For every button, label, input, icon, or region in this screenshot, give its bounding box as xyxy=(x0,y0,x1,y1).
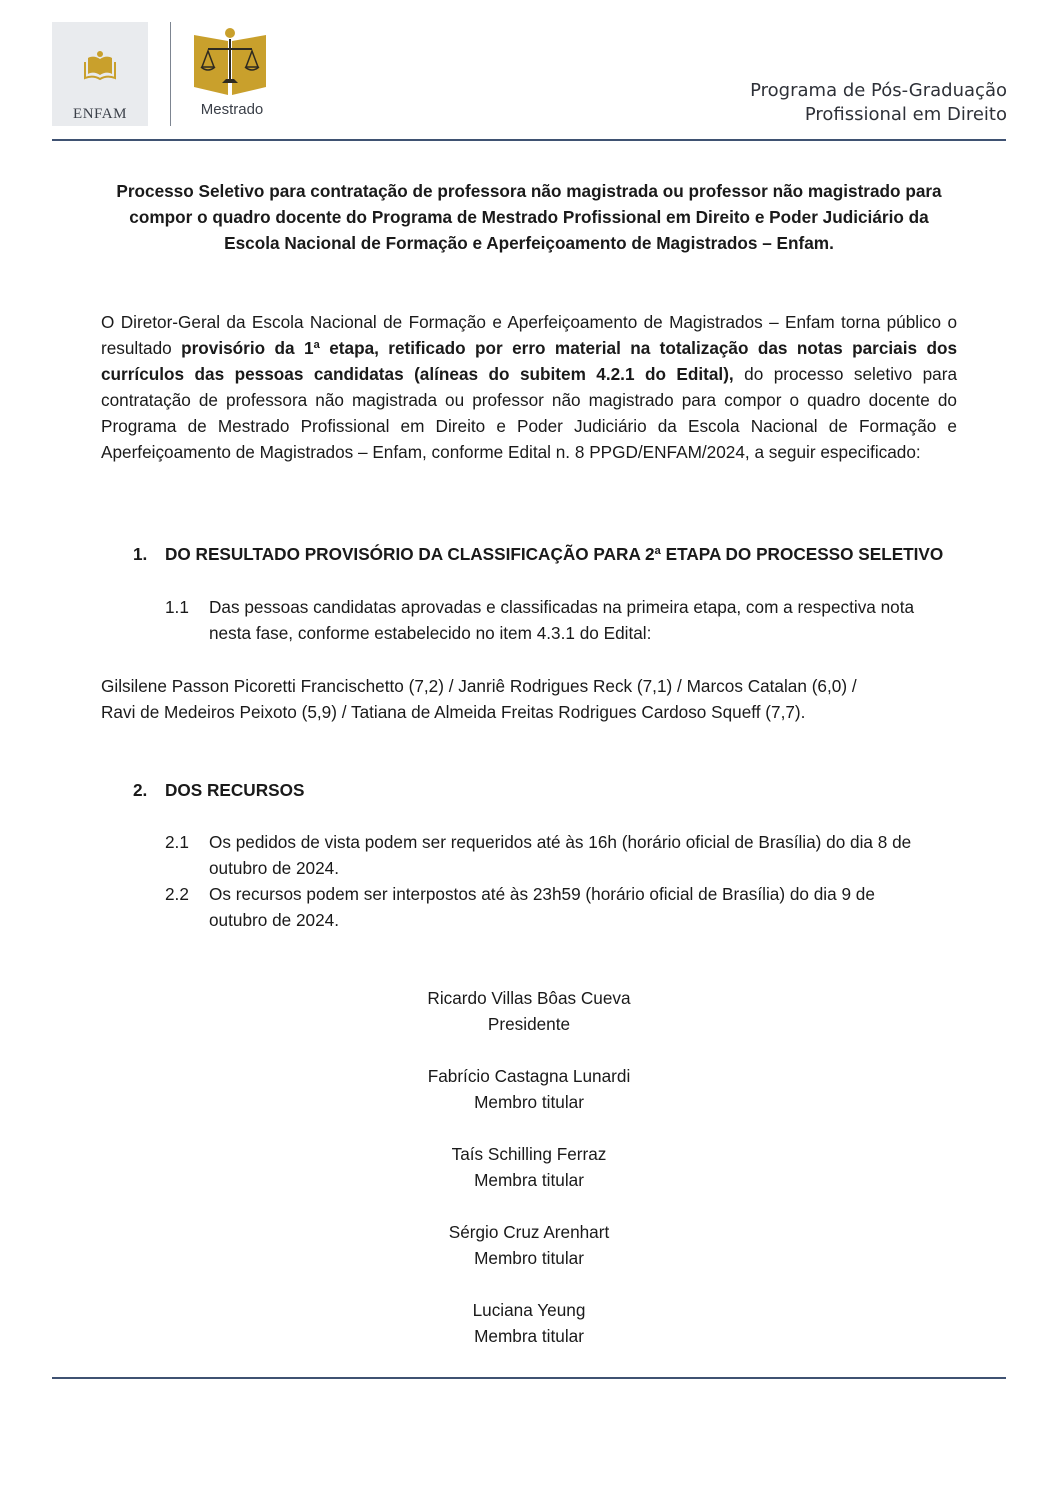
signature-member-1 xyxy=(329,1063,729,1115)
item-1-1 xyxy=(165,594,957,646)
signature-name: Taís Schilling Ferraz xyxy=(451,1144,607,1164)
item-2-1-text: Os pedidos de vista podem ser requeridos até às 16h (horário oficial de Brasília) do dia 8 de outubro de 2024. xyxy=(209,832,912,878)
candidate-list-line2: Ravi de Medeiros Peixoto (5,9) / Tatiana de Almeida Freitas Rodrigues Cardoso Squeff (7,7). xyxy=(101,702,806,722)
signature-president xyxy=(329,985,729,1037)
item-1-1-number: 1.1 xyxy=(165,597,189,617)
section-2-title: DOS RECURSOS xyxy=(165,780,305,800)
section-2-heading xyxy=(133,777,304,803)
signature-member-3 xyxy=(329,1219,729,1271)
footer-rule xyxy=(52,1377,1006,1379)
signature-name: Sérgio Cruz Arenhart xyxy=(448,1222,610,1242)
section-1-heading xyxy=(133,541,943,567)
signature-role: Membro titular xyxy=(474,1248,584,1268)
intro-text-end: do processo seletivo para contratação de professora não magistrada ou professor não magistrado para compor o quadro docente do Programa de Mestrado Profissional em Direito e Poder Judiciário da Escola Nacional de Formação e Aperfeiçoamento de Magistrados – Enfam, conforme Edital n. 8 PPGD/ENFAM/2024, a seguir especificado: xyxy=(101,364,958,462)
section-2-number: 2. xyxy=(133,780,148,800)
signature-block xyxy=(329,985,729,1375)
intro-paragraph xyxy=(101,309,957,465)
enfam-logo xyxy=(52,22,148,126)
candidate-list xyxy=(101,673,971,725)
section-1-number: 1. xyxy=(133,544,148,564)
signature-role: Membra titular xyxy=(474,1326,584,1346)
signature-role: Membra titular xyxy=(474,1170,584,1190)
header-rule xyxy=(52,139,1006,141)
open-book-icon xyxy=(82,50,118,82)
scales-book-icon xyxy=(192,25,268,97)
logo-divider xyxy=(170,22,171,126)
mestrado-label: Mestrado xyxy=(200,101,264,118)
signature-name: Fabrício Castagna Lunardi xyxy=(427,1066,631,1086)
signature-member-4 xyxy=(329,1297,729,1349)
item-2-1 xyxy=(165,829,937,881)
program-title-line2: Profissional em Direito xyxy=(804,104,1007,125)
item-2-2 xyxy=(165,881,937,933)
signature-member-2 xyxy=(329,1141,729,1193)
signature-role: Membro titular xyxy=(474,1092,584,1112)
intro-bold-text: provisório da 1ª etapa, retificado por erro material na totalização das notas parciais dos currículos das pessoas candidatas (alíneas do subitem 4.2.1 do Edital), xyxy=(101,338,957,384)
intro-text-start: O Diretor-Geral da Escola Nacional de Formação e Aperfeiçoamento de Magistrados – Enfam torna público o resultado xyxy=(101,312,957,358)
item-2-2-number: 2.2 xyxy=(165,884,189,904)
item-2-1-number: 2.1 xyxy=(165,832,189,852)
signature-name: Ricardo Villas Bôas Cueva xyxy=(427,988,631,1008)
candidate-list-line1: Gilsilene Passon Picoretti Francischetto (7,2) / Janriê Rodrigues Reck (7,1) / Marcos Catalan (6,0) / xyxy=(101,676,857,696)
enfam-logo-text: ENFAM xyxy=(73,106,127,122)
signature-role: Presidente xyxy=(487,1014,571,1034)
signature-name: Luciana Yeung xyxy=(472,1300,586,1320)
program-title xyxy=(750,79,1007,127)
section-1-title: DO RESULTADO PROVISÓRIO DA CLASSIFICAÇÃO PARA 2ª ETAPA DO PROCESSO SELETIVO xyxy=(165,544,944,564)
item-1-1-text: Das pessoas candidatas aprovadas e classificadas na primeira etapa, com a respectiva nota nesta fase, conforme estabelecido no item 4.3.1 do Edital: xyxy=(209,597,915,643)
item-2-2-text: Os recursos podem ser interpostos até às 23h59 (horário oficial de Brasília) do dia 9 de outubro de 2024. xyxy=(209,884,875,930)
document-title: Processo Seletivo para contratação de professora não magistrada ou professor não magistrado para compor o quadro docente do Programa de Mestrado Profissional em Direito e Poder Judiciário da Escola Nacional de Formação e Aperfeiçoamento de Magistrados – Enfam. xyxy=(116,181,942,253)
program-title-line1: Programa de Pós-Graduação xyxy=(750,80,1007,101)
